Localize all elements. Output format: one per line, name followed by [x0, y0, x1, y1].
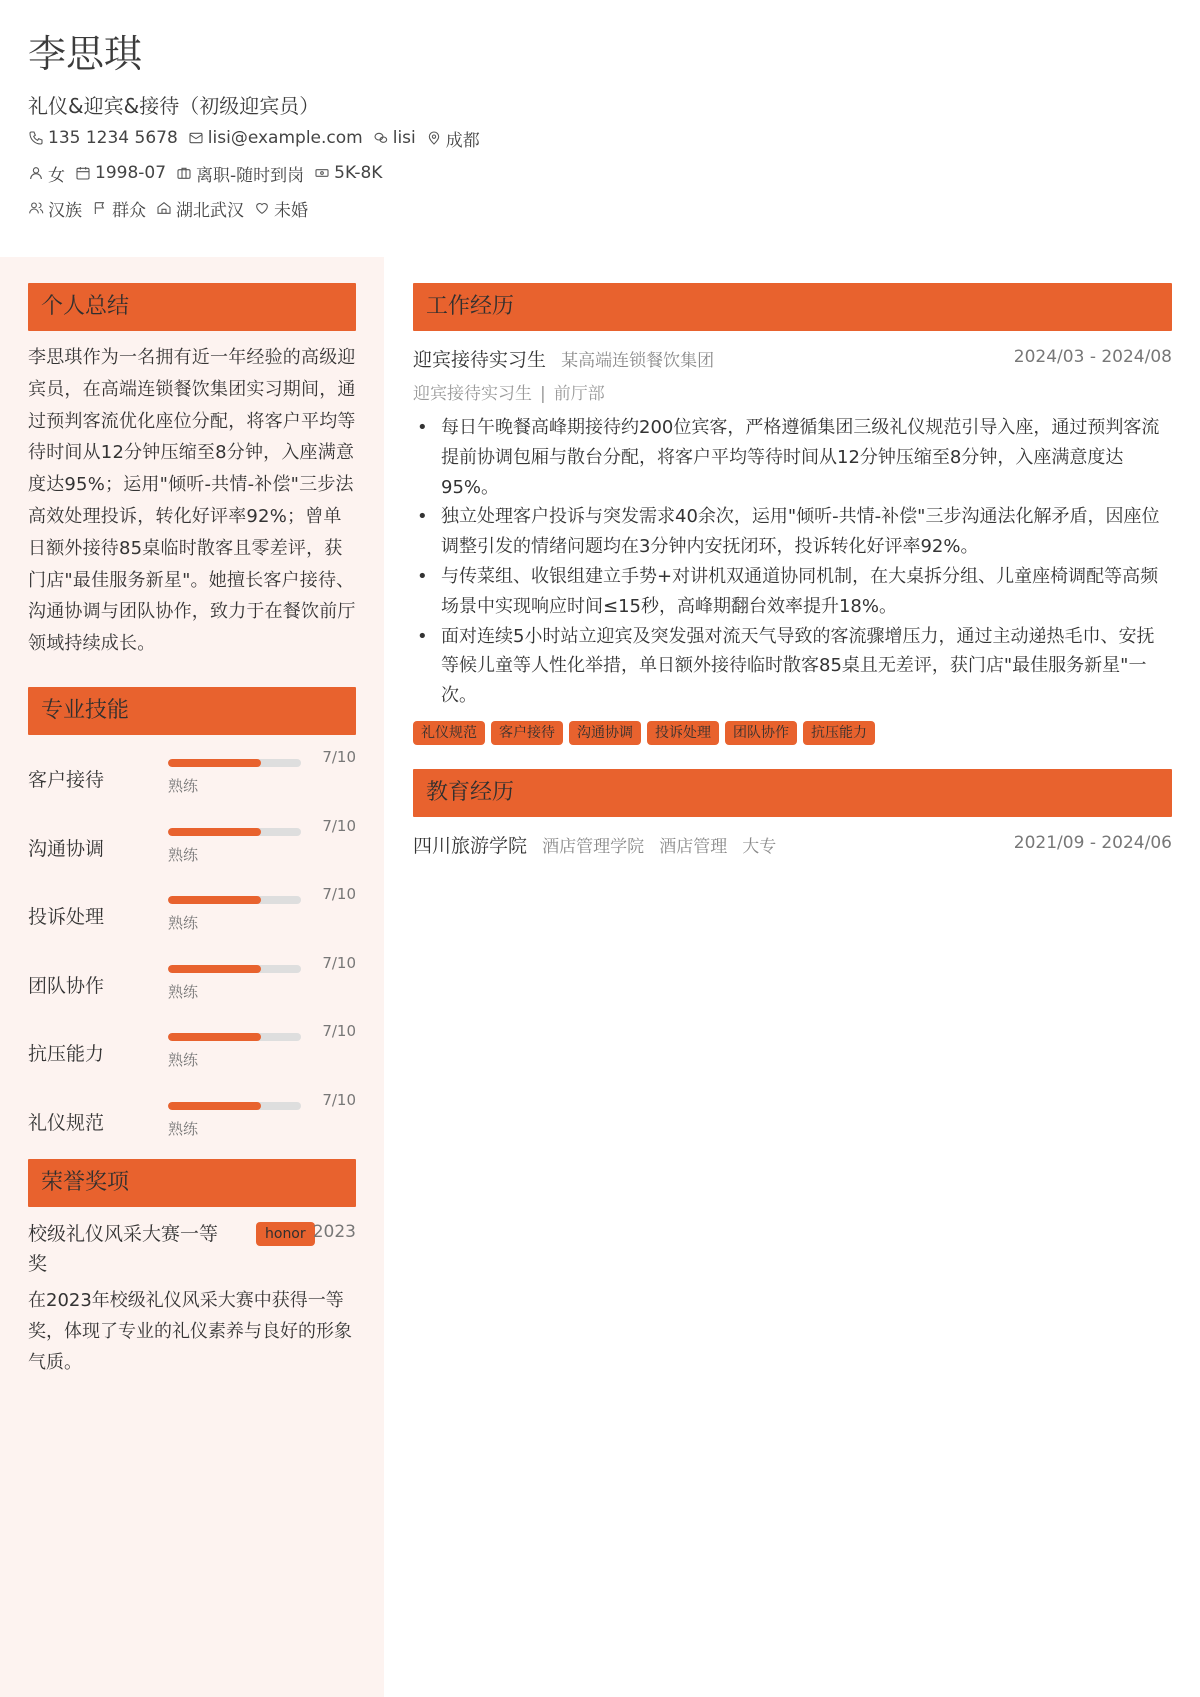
hometown-item — [156, 196, 244, 221]
summary-heading: 个人总结 — [28, 283, 356, 331]
status-text: 离职-随时到岗 — [196, 165, 305, 186]
skill-tag: 沟通协调 — [569, 721, 641, 745]
resume-header — [28, 28, 1178, 225]
user-icon — [28, 165, 44, 181]
skill-level: 熟练 — [168, 1051, 199, 1070]
list-item: • 面对连续5小时站立迎宾及突发强对流天气导致的客流骤增压力，通过主动递热毛巾、安抚等候儿童等人性化举措，单日额外接待临时散客85桌且无差评，获门店"最佳服务新星"一次。 — [441, 622, 1172, 711]
skill-name: 投诉处理 — [28, 906, 105, 929]
skill-bar — [168, 896, 301, 904]
skill-item — [28, 735, 356, 804]
skill-name: 抗压能力 — [28, 1043, 105, 1066]
major-name: 酒店管理 — [659, 836, 728, 857]
skill-item — [28, 872, 356, 941]
salary-item — [314, 163, 382, 183]
gender-item — [28, 161, 65, 186]
skill-tag: 抗压能力 — [803, 721, 875, 745]
skill-bar — [168, 828, 301, 836]
email-item — [188, 128, 363, 148]
birth-item — [75, 163, 166, 183]
job-title: 迎宾接待实习生 — [413, 349, 547, 371]
skill-score: 7/10 — [322, 1090, 356, 1109]
skill-bar-fill — [168, 759, 261, 767]
skill-tag: 投诉处理 — [647, 721, 719, 745]
work-heading: 工作经历 — [413, 283, 1172, 331]
job-subline — [413, 379, 1172, 407]
list-item: • 每日午晚餐高峰期接待约200位宾客，严格遵循集团三级礼仪规范引导入座，通过预判客流提前协调包厢与散台分配，将客户平均等待时间从12分钟压缩至8分钟，入座满意度达95%。 — [441, 413, 1172, 502]
contact-row — [28, 121, 1178, 155]
calendar-icon — [75, 165, 91, 181]
birth-text: 1998-07 — [95, 163, 167, 183]
skill-bar — [168, 1033, 301, 1041]
skill-bar-fill — [168, 1102, 261, 1110]
politics-item — [92, 196, 146, 221]
ethnicity-text: 汉族 — [48, 200, 82, 221]
honor-badge: honor — [256, 1222, 315, 1246]
job-department: 前厅部 — [553, 384, 605, 404]
sidebar-content — [28, 283, 356, 1378]
city-item — [426, 126, 480, 151]
skill-bar-fill — [168, 896, 261, 904]
location-pin-icon — [426, 130, 442, 146]
skill-name: 团队协作 — [28, 974, 105, 997]
skill-item — [28, 941, 356, 1010]
wechat-item — [373, 128, 416, 148]
politics-text: 群众 — [112, 200, 146, 221]
list-item: • 与传菜组、收银组建立手势+对讲机双通道协同机制，在大桌拆分组、儿童座椅调配等高频场景中实现响应时间≤15秒，高峰期翻台效率提升18%。 — [441, 562, 1172, 622]
status-item — [176, 161, 304, 186]
education-item — [413, 831, 1172, 861]
skill-level: 熟练 — [168, 1119, 199, 1138]
phone-icon — [28, 130, 44, 146]
gender-text: 女 — [48, 165, 65, 186]
skill-bar — [168, 759, 301, 767]
mail-icon — [188, 130, 204, 146]
job-bullets — [413, 413, 1172, 711]
skills-list — [28, 735, 356, 1147]
skill-bar — [168, 965, 301, 973]
heart-icon — [254, 200, 270, 216]
skill-bar-fill — [168, 965, 261, 973]
skill-level: 熟练 — [168, 982, 199, 1001]
skill-level: 熟练 — [168, 776, 199, 795]
job-header — [413, 345, 1172, 375]
skill-bar-fill — [168, 828, 261, 836]
background-row — [28, 191, 1178, 225]
job-company: 某高端连锁餐饮集团 — [561, 351, 715, 371]
skill-bar-fill — [168, 1033, 261, 1041]
job-separator: | — [540, 384, 546, 404]
skill-level: 熟练 — [168, 845, 199, 864]
wechat-icon — [373, 130, 389, 146]
briefcase-icon — [176, 165, 192, 181]
skill-tag: 团队协作 — [725, 721, 797, 745]
skill-bar — [168, 1102, 301, 1110]
skill-item — [28, 1009, 356, 1078]
hometown-text: 湖北武汉 — [176, 200, 244, 221]
job-role: 迎宾接待实习生 — [413, 384, 532, 404]
honor-description: 在2023年校级礼仪风采大赛中获得一等奖，体现了专业的礼仪素养与良好的形象气质。 — [28, 1289, 352, 1373]
summary-text: 李思琪作为一名拥有近一年经验的高级迎宾员，在高端连锁餐饮集团实习期间，通过预判客流优化座位分配，将客户平均等待时间从12分钟压缩至8分钟，入座满意度达95%；运用"倾听-共情-补偿"三步法高效处理投诉，转化好评率92%；曾单日额外接待85桌临时散客且零差评，获门店"最佳服务新星"。她擅长客户接待、沟通协调与团队协作，致力于在餐饮前厅领域持续成长。 — [28, 347, 356, 655]
main-content — [413, 283, 1172, 861]
phone-item — [28, 128, 178, 148]
candidate-name: 李思琪 — [28, 32, 143, 76]
job-intention: 礼仪&迎宾&接待（初级迎宾员） — [28, 94, 320, 118]
job-date: 2024/03 - 2024/08 — [1013, 347, 1172, 367]
honors-heading: 荣誉奖项 — [28, 1159, 356, 1207]
honor-item — [28, 1219, 356, 1279]
skills-heading: 专业技能 — [28, 687, 356, 735]
skill-tag: 客户接待 — [491, 721, 563, 745]
education-heading: 教育经历 — [413, 769, 1172, 817]
honor-year: 2023 — [312, 1221, 356, 1242]
marital-text: 未婚 — [274, 200, 308, 221]
email-text: lisi@example.com — [207, 128, 363, 148]
skill-score: 7/10 — [322, 953, 356, 972]
sidebar — [0, 257, 384, 1697]
school-name: 四川旅游学院 — [413, 834, 528, 857]
skill-name: 客户接待 — [28, 768, 105, 791]
skill-name: 礼仪规范 — [28, 1111, 105, 1134]
users-icon — [28, 200, 44, 216]
ethnicity-item — [28, 196, 82, 221]
list-item: • 独立处理客户投诉与突发需求40余次，运用"倾听-共情-补偿"三步沟通法化解矛盾，因座位调整引发的情绪问题均在3分钟内安抚闭环，投诉转化好评率92%。 — [441, 502, 1172, 562]
skill-item — [28, 804, 356, 873]
skill-score: 7/10 — [322, 747, 356, 766]
home-icon — [156, 200, 172, 216]
skill-tag: 礼仪规范 — [413, 721, 485, 745]
honor-title: 校级礼仪风采大赛一等奖 — [28, 1222, 219, 1275]
job-tags — [413, 721, 1172, 747]
money-icon — [314, 165, 330, 181]
wechat-text: lisi — [392, 128, 416, 148]
skill-score: 7/10 — [322, 1022, 356, 1041]
skill-score: 7/10 — [322, 816, 356, 835]
marital-item — [254, 196, 308, 221]
phone-text: 135 1234 5678 — [48, 128, 178, 148]
degree: 大专 — [742, 836, 777, 857]
college-name: 酒店管理学院 — [542, 836, 645, 857]
skill-item — [28, 1078, 356, 1147]
skill-level: 熟练 — [168, 914, 199, 933]
flag-icon — [92, 200, 108, 216]
personal-row — [28, 156, 1178, 190]
skill-name: 沟通协调 — [28, 837, 105, 860]
city-text: 成都 — [445, 130, 480, 151]
education-date: 2021/09 - 2024/06 — [1013, 832, 1172, 853]
skill-score: 7/10 — [322, 885, 356, 904]
salary-text: 5K-8K — [334, 163, 383, 183]
